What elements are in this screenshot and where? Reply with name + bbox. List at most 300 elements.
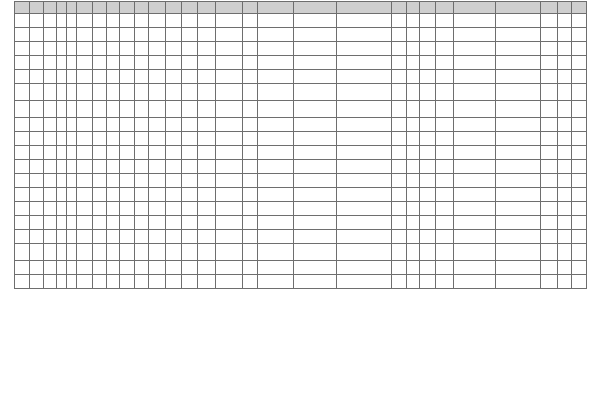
table-cell bbox=[76, 101, 92, 118]
table-cell bbox=[29, 56, 44, 70]
table-cell bbox=[15, 230, 30, 244]
table-row bbox=[15, 118, 587, 132]
table-cell bbox=[407, 188, 420, 202]
table-cell bbox=[57, 42, 67, 56]
table-cell bbox=[92, 42, 107, 56]
table-cell bbox=[92, 132, 107, 146]
column-header bbox=[257, 2, 293, 14]
data-table bbox=[14, 1, 587, 289]
table-cell bbox=[257, 202, 293, 216]
table-cell bbox=[243, 132, 258, 146]
table-cell bbox=[107, 56, 120, 70]
table-row bbox=[15, 275, 587, 289]
table-cell bbox=[29, 188, 44, 202]
table-cell bbox=[165, 132, 181, 146]
table-cell bbox=[44, 261, 57, 275]
table-cell bbox=[557, 28, 572, 42]
table-cell bbox=[66, 174, 76, 188]
table-cell bbox=[15, 28, 30, 42]
table-cell bbox=[337, 230, 392, 244]
table-cell bbox=[257, 216, 293, 230]
table-cell bbox=[407, 275, 420, 289]
table-cell bbox=[572, 14, 587, 28]
table-cell bbox=[257, 118, 293, 132]
table-cell bbox=[120, 216, 135, 230]
table-cell bbox=[181, 28, 197, 42]
table-cell bbox=[92, 56, 107, 70]
table-cell bbox=[392, 160, 407, 174]
table-cell bbox=[149, 101, 165, 118]
table-row bbox=[15, 14, 587, 28]
table-cell bbox=[198, 14, 216, 28]
table-cell bbox=[541, 275, 557, 289]
table-cell bbox=[215, 202, 243, 216]
table-cell bbox=[107, 146, 120, 160]
table-cell bbox=[419, 101, 435, 118]
table-cell bbox=[454, 132, 496, 146]
column-header bbox=[243, 2, 258, 14]
table-cell bbox=[181, 202, 197, 216]
column-header bbox=[92, 2, 107, 14]
table-cell bbox=[436, 14, 454, 28]
table-cell bbox=[120, 70, 135, 84]
table-cell bbox=[496, 14, 541, 28]
table-cell bbox=[165, 84, 181, 101]
column-header bbox=[165, 2, 181, 14]
table-cell bbox=[337, 202, 392, 216]
table-row bbox=[15, 216, 587, 230]
table-cell bbox=[181, 56, 197, 70]
table-cell bbox=[436, 146, 454, 160]
table-cell bbox=[198, 84, 216, 101]
table-cell bbox=[198, 275, 216, 289]
table-cell bbox=[215, 28, 243, 42]
table-cell bbox=[419, 132, 435, 146]
column-header bbox=[557, 2, 572, 14]
table-cell bbox=[392, 28, 407, 42]
table-cell bbox=[557, 261, 572, 275]
table-cell bbox=[107, 188, 120, 202]
table-cell bbox=[257, 160, 293, 174]
table-cell bbox=[15, 244, 30, 261]
table-cell bbox=[407, 56, 420, 70]
table-cell bbox=[243, 28, 258, 42]
table-cell bbox=[120, 188, 135, 202]
table-cell bbox=[76, 216, 92, 230]
table-cell bbox=[557, 132, 572, 146]
table-cell bbox=[107, 230, 120, 244]
table-cell bbox=[243, 188, 258, 202]
table-cell bbox=[392, 132, 407, 146]
table-cell bbox=[407, 14, 420, 28]
table-cell bbox=[57, 244, 67, 261]
table-cell bbox=[243, 275, 258, 289]
table-cell bbox=[134, 56, 149, 70]
table-cell bbox=[257, 14, 293, 28]
table-cell bbox=[337, 275, 392, 289]
table-cell bbox=[407, 202, 420, 216]
table-cell bbox=[76, 174, 92, 188]
table-cell bbox=[557, 101, 572, 118]
table-cell bbox=[436, 56, 454, 70]
table-cell bbox=[496, 174, 541, 188]
table-cell bbox=[392, 42, 407, 56]
table-cell bbox=[257, 244, 293, 261]
column-header bbox=[293, 2, 337, 14]
table-row bbox=[15, 202, 587, 216]
table-cell bbox=[337, 146, 392, 160]
table-cell bbox=[557, 160, 572, 174]
table-cell bbox=[392, 70, 407, 84]
table-cell bbox=[149, 118, 165, 132]
table-cell bbox=[496, 28, 541, 42]
table-cell bbox=[120, 56, 135, 70]
table-cell bbox=[149, 275, 165, 289]
table-cell bbox=[134, 202, 149, 216]
table-cell bbox=[337, 174, 392, 188]
table-cell bbox=[293, 118, 337, 132]
table-cell bbox=[392, 202, 407, 216]
table-cell bbox=[107, 244, 120, 261]
table-cell bbox=[107, 216, 120, 230]
table-cell bbox=[419, 118, 435, 132]
table-cell bbox=[66, 275, 76, 289]
table-cell bbox=[44, 275, 57, 289]
table-cell bbox=[436, 202, 454, 216]
table-cell bbox=[134, 160, 149, 174]
table-cell bbox=[66, 118, 76, 132]
table-cell bbox=[76, 132, 92, 146]
table-cell bbox=[557, 146, 572, 160]
table-cell bbox=[181, 188, 197, 202]
table-cell bbox=[76, 146, 92, 160]
table-cell bbox=[29, 118, 44, 132]
table-cell bbox=[337, 28, 392, 42]
table-cell bbox=[198, 70, 216, 84]
table-cell bbox=[392, 244, 407, 261]
table-cell bbox=[293, 101, 337, 118]
table-cell bbox=[257, 56, 293, 70]
table-cell bbox=[572, 42, 587, 56]
table-cell bbox=[29, 146, 44, 160]
table-row bbox=[15, 174, 587, 188]
table-cell bbox=[44, 14, 57, 28]
table-row bbox=[15, 42, 587, 56]
table-cell bbox=[29, 28, 44, 42]
table-cell bbox=[57, 146, 67, 160]
table-cell bbox=[181, 160, 197, 174]
table-cell bbox=[557, 230, 572, 244]
table-cell bbox=[15, 188, 30, 202]
table-cell bbox=[419, 261, 435, 275]
table-cell bbox=[165, 70, 181, 84]
table-cell bbox=[257, 188, 293, 202]
table-cell bbox=[181, 84, 197, 101]
table-cell bbox=[541, 132, 557, 146]
table-cell bbox=[92, 216, 107, 230]
table-cell bbox=[181, 244, 197, 261]
table-cell bbox=[557, 14, 572, 28]
table-cell bbox=[392, 230, 407, 244]
table-cell bbox=[496, 42, 541, 56]
table-cell bbox=[436, 244, 454, 261]
table-cell bbox=[392, 146, 407, 160]
table-cell bbox=[454, 174, 496, 188]
table-cell bbox=[29, 275, 44, 289]
table-cell bbox=[57, 216, 67, 230]
table-cell bbox=[215, 244, 243, 261]
table-cell bbox=[92, 202, 107, 216]
table-cell bbox=[257, 28, 293, 42]
table-cell bbox=[57, 70, 67, 84]
table-cell bbox=[557, 42, 572, 56]
table-cell bbox=[293, 261, 337, 275]
table-cell bbox=[149, 202, 165, 216]
table-cell bbox=[293, 244, 337, 261]
table-cell bbox=[57, 132, 67, 146]
table-cell bbox=[454, 261, 496, 275]
table-cell bbox=[436, 70, 454, 84]
table-cell bbox=[243, 202, 258, 216]
table-cell bbox=[134, 132, 149, 146]
table-cell bbox=[541, 160, 557, 174]
table-cell bbox=[149, 230, 165, 244]
column-header bbox=[419, 2, 435, 14]
table-cell bbox=[66, 230, 76, 244]
table-cell bbox=[15, 275, 30, 289]
table-cell bbox=[407, 230, 420, 244]
column-header bbox=[541, 2, 557, 14]
table-cell bbox=[257, 174, 293, 188]
table-cell bbox=[120, 202, 135, 216]
table-cell bbox=[392, 84, 407, 101]
table-cell bbox=[454, 146, 496, 160]
table-cell bbox=[392, 216, 407, 230]
header-row bbox=[15, 2, 587, 14]
table-cell bbox=[337, 56, 392, 70]
table-cell bbox=[66, 132, 76, 146]
table-cell bbox=[57, 84, 67, 101]
table-cell bbox=[454, 230, 496, 244]
table-cell bbox=[392, 261, 407, 275]
table-cell bbox=[76, 28, 92, 42]
table-cell bbox=[57, 261, 67, 275]
table-cell bbox=[419, 84, 435, 101]
table-cell bbox=[92, 188, 107, 202]
table-cell bbox=[120, 230, 135, 244]
table-row bbox=[15, 101, 587, 118]
table-cell bbox=[496, 118, 541, 132]
table-cell bbox=[134, 70, 149, 84]
table-row bbox=[15, 132, 587, 146]
table-cell bbox=[92, 174, 107, 188]
table-cell bbox=[66, 146, 76, 160]
table-cell bbox=[181, 146, 197, 160]
table-cell bbox=[337, 188, 392, 202]
table-cell bbox=[293, 146, 337, 160]
table-cell bbox=[541, 230, 557, 244]
table-cell bbox=[541, 56, 557, 70]
table-cell bbox=[165, 56, 181, 70]
table-cell bbox=[120, 174, 135, 188]
table-cell bbox=[293, 230, 337, 244]
table-cell bbox=[436, 275, 454, 289]
column-header bbox=[198, 2, 216, 14]
table-cell bbox=[66, 42, 76, 56]
table-cell bbox=[454, 244, 496, 261]
table-cell bbox=[165, 14, 181, 28]
table-cell bbox=[15, 56, 30, 70]
table-cell bbox=[134, 244, 149, 261]
table-cell bbox=[454, 56, 496, 70]
table-cell bbox=[419, 146, 435, 160]
table-cell bbox=[243, 101, 258, 118]
table-cell bbox=[29, 261, 44, 275]
table-cell bbox=[572, 101, 587, 118]
table-cell bbox=[66, 216, 76, 230]
table-cell bbox=[257, 84, 293, 101]
table-cell bbox=[557, 70, 572, 84]
table-cell bbox=[243, 42, 258, 56]
table-cell bbox=[496, 70, 541, 84]
table-cell bbox=[134, 216, 149, 230]
table-cell bbox=[107, 84, 120, 101]
table-cell bbox=[243, 84, 258, 101]
table-cell bbox=[29, 42, 44, 56]
table-cell bbox=[215, 101, 243, 118]
table-cell bbox=[76, 160, 92, 174]
table-cell bbox=[76, 230, 92, 244]
table-cell bbox=[165, 230, 181, 244]
table-cell bbox=[120, 118, 135, 132]
table-cell bbox=[165, 28, 181, 42]
table-cell bbox=[337, 132, 392, 146]
table-cell bbox=[541, 42, 557, 56]
table-cell bbox=[392, 118, 407, 132]
table-cell bbox=[337, 160, 392, 174]
table-cell bbox=[120, 84, 135, 101]
table-cell bbox=[243, 14, 258, 28]
table-cell bbox=[57, 56, 67, 70]
table-cell bbox=[496, 230, 541, 244]
table-cell bbox=[407, 101, 420, 118]
table-cell bbox=[215, 14, 243, 28]
table-cell bbox=[293, 132, 337, 146]
table-cell bbox=[165, 202, 181, 216]
table-cell bbox=[215, 174, 243, 188]
table-cell bbox=[198, 230, 216, 244]
table-cell bbox=[572, 244, 587, 261]
table-cell bbox=[44, 70, 57, 84]
table-cell bbox=[198, 118, 216, 132]
table-cell bbox=[120, 101, 135, 118]
table-cell bbox=[134, 174, 149, 188]
table-cell bbox=[557, 244, 572, 261]
table-cell bbox=[215, 70, 243, 84]
table-cell bbox=[572, 202, 587, 216]
table-cell bbox=[107, 132, 120, 146]
column-header bbox=[392, 2, 407, 14]
table-cell bbox=[149, 28, 165, 42]
table-cell bbox=[257, 275, 293, 289]
table-cell bbox=[165, 42, 181, 56]
table-cell bbox=[337, 84, 392, 101]
table-cell bbox=[149, 84, 165, 101]
table-cell bbox=[15, 202, 30, 216]
table-cell bbox=[541, 174, 557, 188]
table-cell bbox=[215, 188, 243, 202]
table-cell bbox=[454, 14, 496, 28]
table-cell bbox=[134, 101, 149, 118]
table-cell bbox=[572, 230, 587, 244]
column-header bbox=[66, 2, 76, 14]
table-cell bbox=[572, 56, 587, 70]
table-cell bbox=[198, 174, 216, 188]
table-cell bbox=[149, 216, 165, 230]
table-cell bbox=[120, 28, 135, 42]
column-header bbox=[29, 2, 44, 14]
table-cell bbox=[134, 14, 149, 28]
table-cell bbox=[66, 188, 76, 202]
table-cell bbox=[541, 244, 557, 261]
table-cell bbox=[29, 101, 44, 118]
table-cell bbox=[134, 118, 149, 132]
table-cell bbox=[419, 42, 435, 56]
table-cell bbox=[541, 118, 557, 132]
table-cell bbox=[407, 244, 420, 261]
table-cell bbox=[557, 188, 572, 202]
table-cell bbox=[181, 42, 197, 56]
table-cell bbox=[293, 42, 337, 56]
table-cell bbox=[541, 146, 557, 160]
table-cell bbox=[419, 275, 435, 289]
table-row bbox=[15, 146, 587, 160]
table-cell bbox=[392, 56, 407, 70]
table-cell bbox=[66, 261, 76, 275]
table-cell bbox=[165, 188, 181, 202]
table-cell bbox=[337, 118, 392, 132]
table-cell bbox=[419, 14, 435, 28]
table-cell bbox=[407, 132, 420, 146]
table-cell bbox=[76, 42, 92, 56]
table-row bbox=[15, 28, 587, 42]
table-cell bbox=[541, 28, 557, 42]
table-cell bbox=[436, 84, 454, 101]
table-cell bbox=[215, 56, 243, 70]
table-cell bbox=[407, 261, 420, 275]
column-header bbox=[149, 2, 165, 14]
table-cell bbox=[57, 160, 67, 174]
table-cell bbox=[120, 42, 135, 56]
table-cell bbox=[29, 244, 44, 261]
table-cell bbox=[454, 42, 496, 56]
table-cell bbox=[149, 42, 165, 56]
table-cell bbox=[436, 174, 454, 188]
table-cell bbox=[243, 174, 258, 188]
table-cell bbox=[15, 70, 30, 84]
table-cell bbox=[572, 70, 587, 84]
table-cell bbox=[572, 132, 587, 146]
table-cell bbox=[293, 84, 337, 101]
table-cell bbox=[149, 188, 165, 202]
table-cell bbox=[243, 56, 258, 70]
table-cell bbox=[337, 70, 392, 84]
table-cell bbox=[257, 146, 293, 160]
table-cell bbox=[407, 28, 420, 42]
table-cell bbox=[572, 174, 587, 188]
table-cell bbox=[92, 70, 107, 84]
table-cell bbox=[257, 261, 293, 275]
